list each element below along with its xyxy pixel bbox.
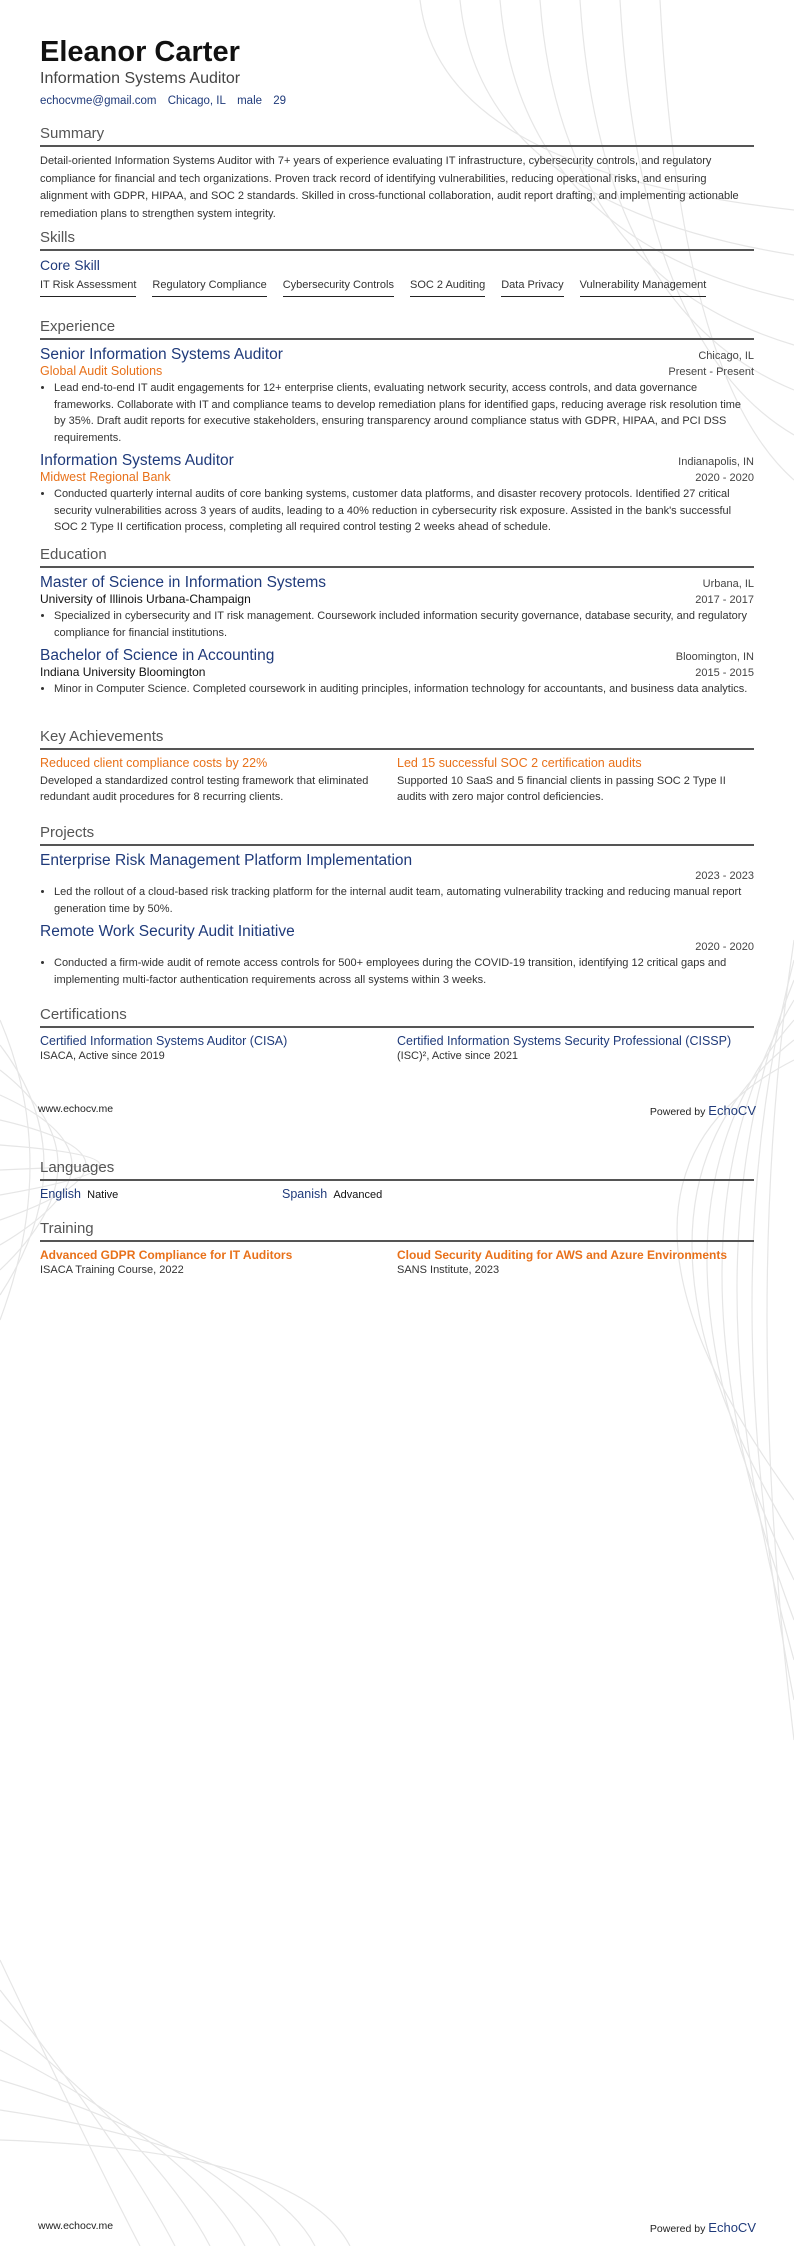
section-heading: Languages: [40, 1159, 754, 1181]
summary-section: [40, 125, 754, 223]
contour-line: [737, 980, 794, 1660]
skill-item: Regulatory Compliance: [152, 279, 266, 297]
training-title: Cloud Security Auditing for AWS and Azure Environments: [397, 1248, 728, 1262]
footer-site-link[interactable]: www.echocv.me: [38, 2220, 114, 2232]
skill-item: Data Privacy: [501, 279, 563, 297]
education-dates: 2015 - 2015: [695, 667, 754, 679]
project-item: [40, 852, 754, 917]
section-heading: Experience: [40, 318, 754, 340]
experience-section: [40, 318, 754, 542]
certification-item: [397, 1034, 754, 1066]
job-location: Chicago, IL: [698, 350, 754, 362]
language-item: [282, 1187, 382, 1201]
education-dates: 2017 - 2017: [695, 594, 754, 606]
training-item: [397, 1248, 754, 1280]
school-name: Indiana University Bloomington: [40, 665, 206, 679]
project-title: Remote Work Security Audit Initiative: [40, 923, 295, 940]
contour-line: [0, 2050, 245, 2246]
skill-item: Vulnerability Management: [580, 279, 707, 297]
training-provider: SANS Institute, 2023: [397, 1264, 500, 1276]
education-bullet: • Minor in Computer Science. Completed coursework in auditing principles, information technology for accountants, and business data analytics.: [54, 681, 754, 698]
location: Chicago, IL: [167, 95, 226, 107]
section-heading: Certifications: [40, 1006, 754, 1028]
section-heading: Projects: [40, 824, 754, 846]
languages-section: [40, 1159, 754, 1201]
certification-title: Certified Information Systems Auditor (CISA): [40, 1034, 288, 1048]
degree: Master of Science in Information Systems: [40, 574, 327, 591]
language-level: Native: [87, 1189, 119, 1201]
project-dates: 2020 - 2020: [695, 941, 754, 953]
experience-item: [40, 346, 754, 446]
contour-line: [0, 1990, 175, 2246]
project-dates: 2023 - 2023: [695, 870, 754, 882]
contour-line: [0, 1045, 44, 1295]
achievement-item: [40, 756, 397, 805]
education-bullet: • Specialized in cybersecurity and IT risk management. Coursework included information security governance, database security, and regulatory compliance for financial institutions.: [54, 608, 754, 641]
certifications-section: [40, 1006, 754, 1066]
candidate-name: Eleanor Carter: [40, 36, 240, 68]
contour-line: [0, 1960, 140, 2246]
contour-line: [722, 1000, 794, 1620]
experience-item: [40, 452, 754, 536]
achievement-text: Supported 10 SaaS and 5 financial clients in passing SOC 2 Type II audits with zero major control deficiencies.: [397, 775, 726, 803]
footer-powered: [650, 2220, 756, 2235]
certification-issuer: (ISC)², Active since 2021: [397, 1050, 519, 1062]
language-name: English: [40, 1187, 81, 1201]
brand-logo: EchoCV: [708, 1103, 756, 1118]
achievements-section: [40, 728, 754, 805]
job-dates: 2020 - 2020: [695, 472, 754, 484]
page-footer: [38, 2220, 756, 2235]
section-heading: Training: [40, 1220, 754, 1242]
page-footer: [38, 1103, 756, 1118]
contact-info: [40, 95, 294, 107]
project-bullet: • Conducted a firm-wide audit of remote access controls for 500+ employees during the COVID-19 transition, identifying 12 critical gaps and implementing multi-factor authentication requirements across all systems within 3 weeks.: [54, 955, 754, 988]
job-bullet: • Conducted quarterly internal audits of core banking systems, customer data platforms, and disaster recovery protocols. Identified 27 critical security vulnerabilities across 3 years of audits, leading to a 40% reduction in cybersecurity risk exposure. Assisted in the bank's successful SOC 2 Type II certification process, completing all required control testing 2 weeks ahead of schedule.: [54, 486, 754, 536]
skill-item: Cybersecurity Controls: [283, 279, 394, 297]
school-location: Bloomington, IN: [675, 651, 754, 663]
certification-title: Certified Information Systems Security Professional (CISSP): [397, 1034, 732, 1048]
skill-item: IT Risk Assessment: [40, 279, 136, 297]
achievement-title: Reduced client compliance costs by 22%: [40, 756, 268, 770]
contour-line: [677, 1060, 794, 1500]
certification-item: [40, 1034, 397, 1066]
section-heading: Summary: [40, 125, 754, 147]
achievement-title: Led 15 successful SOC 2 certification audits: [397, 756, 642, 770]
projects-section: [40, 824, 754, 994]
project-title: Enterprise Risk Management Platform Implementation: [40, 852, 413, 869]
job-title: Information Systems Auditor: [40, 452, 234, 469]
job-location: Indianapolis, IN: [678, 456, 754, 468]
school-location: Urbana, IL: [702, 578, 754, 590]
degree: Bachelor of Science in Accounting: [40, 647, 275, 664]
training-provider: ISACA Training Course, 2022: [40, 1264, 184, 1276]
company-name: Midwest Regional Bank: [40, 470, 171, 484]
gender: male: [237, 95, 263, 107]
job-dates: Present - Present: [668, 366, 754, 378]
summary-text: Detail-oriented Information Systems Auditor with 7+ years of experience evaluating IT infrastructure, cybersecurity controls, and regulatory compliance for financial and tech organizations. Proven track record of identifying vulnerabilities, reducing operational risks, and ensuring alignment with GDPR, HIPAA, and SOC 2 standards. Skilled in cross-functional collaboration, audit report drafting, and implementing actionable remediation plans to strengthen system integrity.: [40, 155, 739, 220]
section-heading: Skills: [40, 229, 754, 251]
footer-powered: [650, 1103, 756, 1118]
certification-issuer: ISACA, Active since 2019: [40, 1050, 165, 1062]
age: 29: [273, 95, 287, 107]
contour-line: [767, 940, 794, 1740]
education-item: [40, 574, 754, 641]
project-item: [40, 923, 754, 988]
language-item: [40, 1187, 282, 1201]
footer-site-link[interactable]: www.echocv.me: [38, 1103, 114, 1115]
education-section: [40, 546, 754, 704]
skill-group-title: Core Skill: [40, 257, 100, 273]
email-link[interactable]: echocvme@gmail.com: [40, 95, 157, 107]
language-level: Advanced: [333, 1189, 383, 1201]
powered-by-label: Powered by: [649, 2223, 706, 2235]
section-heading: Education: [40, 546, 754, 568]
contour-line: [0, 1020, 30, 1320]
achievement-item: [397, 756, 754, 805]
contour-line: [0, 2020, 210, 2246]
training-title: Advanced GDPR Compliance for IT Auditors: [40, 1248, 293, 1262]
achievement-text: Developed a standardized control testing framework that eliminated redundant audit procedures for 8 recurring clients.: [40, 775, 369, 803]
brand-logo: EchoCV: [708, 2220, 756, 2235]
contour-line: [752, 960, 794, 1700]
job-bullet: • Lead end-to-end IT audit engagements for 12+ enterprise clients, evaluating network security, access controls, and data governance frameworks. Collaborate with IT and compliance teams to develop remediation plans for identified gaps, reducing average risk resolution time by 35%. Draft audit reports for executive stakeholders, ensuring transparency around compliance status with GDPR, HIPAA, and PCI DSS requirements.: [54, 380, 754, 446]
company-name: Global Audit Solutions: [40, 364, 163, 378]
section-heading: Key Achievements: [40, 728, 754, 750]
job-title: Senior Information Systems Auditor: [40, 346, 283, 363]
powered-by-label: Powered by: [649, 1106, 706, 1118]
language-name: Spanish: [282, 1187, 328, 1201]
skills-section: [40, 229, 754, 297]
skill-item: SOC 2 Auditing: [410, 279, 485, 297]
education-item: [40, 647, 754, 698]
school-name: University of Illinois Urbana-Champaign: [40, 592, 251, 606]
training-section: [40, 1220, 754, 1280]
project-bullet: • Led the rollout of a cloud-based risk tracking platform for the internal audit team, automating vulnerability tracking and reducing manual report generation time by 50%.: [54, 884, 754, 917]
training-item: [40, 1248, 397, 1280]
candidate-title: Information Systems Auditor: [40, 70, 241, 87]
